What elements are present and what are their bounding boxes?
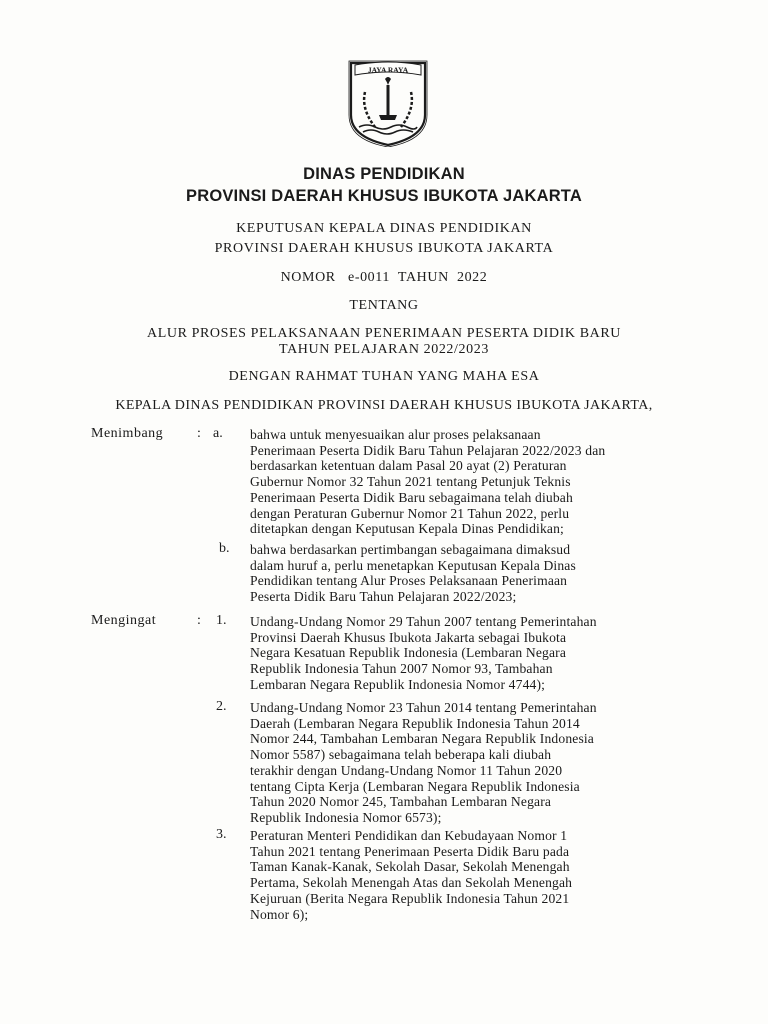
menimbang-item-a	[250, 427, 698, 537]
text-line: tentang Cipta Kerja (Lembaran Negara Republik Indonesia	[250, 778, 580, 794]
text-line: dalam huruf a, perlu menetapkan Keputusan Kepala Dinas	[250, 557, 576, 573]
decree-region: PROVINSI DAERAH KHUSUS IBUKOTA JAKARTA	[214, 241, 554, 256]
text-line: Pertama, Sekolah Menengah Atas dan Sekolah Menengah	[250, 875, 573, 891]
text-line: Taman Kanak-Kanak, Sekolah Dasar, Sekolah Menengah	[250, 859, 570, 875]
about-heading: TENTANG	[349, 298, 419, 313]
text-line: bahwa untuk menyesuaikan alur proses pelaksanaan	[250, 427, 541, 442]
mengingat-marker-2: 2.	[216, 699, 227, 714]
text-line: Undang-Undang Nomor 23 Tahun 2014 tentang Pemerintahan	[250, 700, 597, 715]
blessing-line: DENGAN RAHMAT TUHAN YANG MAHA ESA	[228, 369, 540, 384]
text-line: Nomor 244, Tambahan Lembaran Negara Republik Indonesia	[250, 731, 594, 747]
menimbang-marker-a: a.	[213, 426, 223, 441]
emblem-banner: JAYA RAYA	[367, 65, 409, 75]
mengingat-item-3	[250, 828, 698, 922]
decree-title: KEPUTUSAN KEPALA DINAS PENDIDIKAN	[236, 221, 532, 236]
mengingat-item-1	[250, 614, 698, 693]
text-line: Lembaran Negara Republik Indonesia Nomor 4744);	[250, 676, 546, 692]
text-line: Penerimaan Peserta Didik Baru sebagaimana telah diubah	[250, 489, 573, 505]
authority-line: KEPALA DINAS PENDIDIKAN PROVINSI DAERAH KHUSUS IBUKOTA JAKARTA,	[115, 398, 653, 413]
text-line: berdasarkan ketentuan dalam Pasal 20 ayat (2) Peraturan	[250, 458, 567, 474]
text-line: terakhir dengan Undang-Undang Nomor 11 Tahun 2020	[250, 762, 563, 778]
text-line: Undang-Undang Nomor 29 Tahun 2007 tentang Pemerintahan	[250, 614, 597, 629]
subject-line-1: ALUR PROSES PELAKSANAAN PENERIMAAN PESERTA DIDIK BARU	[147, 326, 621, 341]
subject-line-2: TAHUN PELAJARAN 2022/2023	[279, 342, 489, 357]
text-line: dengan Peraturan Gubernur Nomor 21 Tahun 2022, perlu	[250, 505, 570, 521]
text-line: Penerimaan Peserta Didik Baru Tahun Pelajaran 2022/2023 dan	[250, 442, 606, 458]
text-line: Republik Indonesia Nomor 6573);	[250, 809, 442, 825]
menimbang-label: Menimbang	[91, 426, 164, 441]
text-line: bahwa berdasarkan pertimbangan sebagaimana dimaksud	[250, 542, 571, 557]
jakarta-emblem-icon	[345, 57, 431, 147]
text-line: Daerah (Lembaran Negara Republik Indonesia Tahun 2014	[250, 715, 580, 731]
text-line: Peserta Didik Baru Tahun Pelajaran 2022/2023;	[250, 589, 517, 605]
text-line: Tahun 2020 Nomor 245, Tambahan Lembaran Negara	[250, 794, 552, 810]
text-line: ditetapkan dengan Keputusan Kepala Dinas Pendidikan;	[250, 521, 564, 537]
text-line: Republik Indonesia Tahun 2007 Nomor 93, Tambahan	[250, 661, 553, 677]
menimbang-marker-b: b.	[219, 541, 230, 556]
mengingat-label: Mengingat	[91, 613, 157, 628]
text-line: Negara Kesatuan Republik Indonesia (Lembaran Negara	[250, 645, 567, 661]
mengingat-marker-3: 3.	[216, 827, 227, 842]
text-line: Peraturan Menteri Pendidikan dan Kebudayaan Nomor 1	[250, 828, 568, 843]
text-line: Gubernur Nomor 32 Tahun 2021 tentang Petunjuk Teknis	[250, 474, 571, 490]
text-line: Nomor 6);	[250, 906, 309, 922]
agency-title: DINAS PENDIDIKAN	[303, 165, 465, 183]
menimbang-colon: :	[197, 426, 201, 441]
text-line: Provinsi Daerah Khusus Ibukota Jakarta sebagai Ibukota	[250, 629, 567, 645]
menimbang-item-b	[250, 542, 698, 605]
text-line: Nomor 5587) sebagaimana telah beberapa kali diubah	[250, 747, 552, 763]
agency-subtitle: PROVINSI DAERAH KHUSUS IBUKOTA JAKARTA	[186, 187, 582, 205]
text-line: Tahun 2021 tentang Penerimaan Peserta Didik Baru pada	[250, 843, 570, 859]
mengingat-item-2	[250, 700, 698, 826]
mengingat-marker-1: 1.	[216, 613, 227, 628]
text-line: Kejuruan (Berita Negara Republik Indonesia Tahun 2021	[250, 890, 570, 906]
text-line: Pendidikan tentang Alur Proses Pelaksanaan Penerimaan	[250, 573, 568, 589]
mengingat-colon: :	[197, 613, 201, 628]
decree-number: NOMOR e-0011 TAHUN 2022	[280, 270, 488, 285]
